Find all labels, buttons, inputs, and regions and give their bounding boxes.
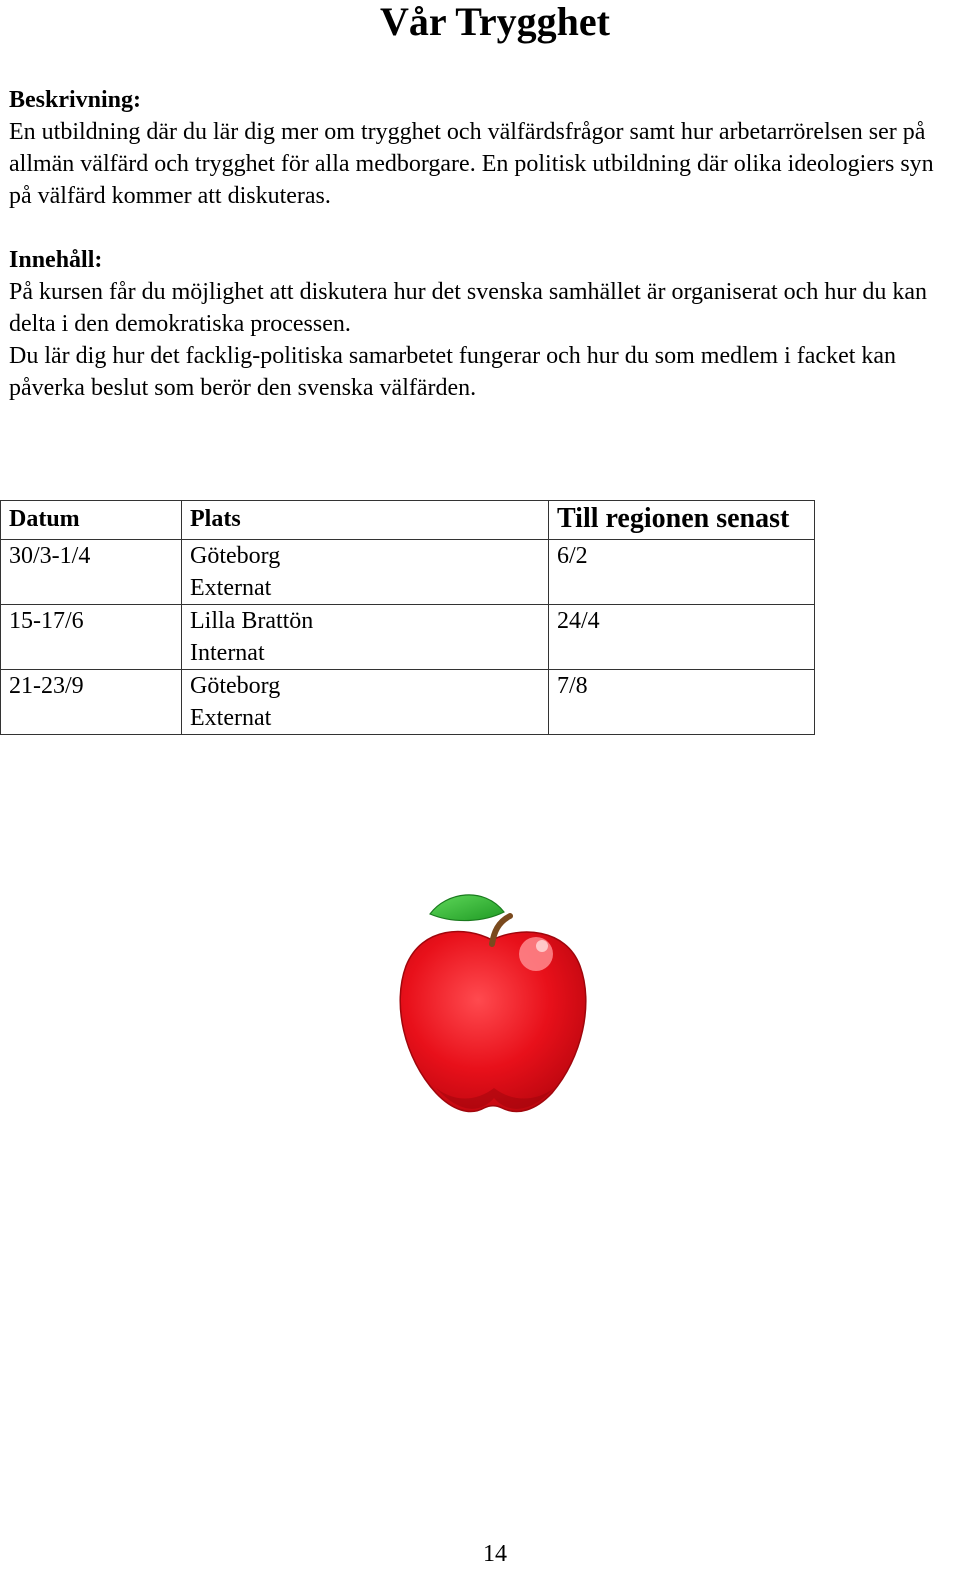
cell-plats bbox=[182, 605, 549, 670]
plats-name: Lilla Brattön bbox=[190, 608, 314, 634]
apple-icon bbox=[396, 888, 592, 1118]
plats-name: Göteborg bbox=[190, 543, 281, 569]
beskrivning-text: En utbildning där du lär dig mer om trygghet och välfärdsfrågor samt hur arbetarrörelsen ser på allmän välfärd och trygghet för alla medborgare. En politisk utbildning där olika ideologiers syn på välfärd kommer att diskuteras. bbox=[9, 119, 934, 209]
table-row bbox=[1, 670, 815, 735]
innehall-section bbox=[9, 244, 954, 404]
apple-highlight-small bbox=[536, 940, 548, 952]
innehall-paragraph-2: Du lär dig hur det facklig-politiska samarbetet fungerar och hur du som medlem i facket kan påverka beslut som berör den svenska välfärden. bbox=[9, 343, 897, 401]
beskrivning-heading: Beskrivning: bbox=[9, 87, 142, 113]
plats-type: Internat bbox=[190, 640, 265, 666]
page-number: 14 bbox=[483, 1541, 507, 1567]
plats-type: Externat bbox=[190, 705, 272, 731]
innehall-heading: Innehåll: bbox=[9, 247, 103, 273]
schedule-header-row bbox=[1, 501, 815, 540]
header-till-regionen-senast: Till regionen senast bbox=[549, 501, 815, 540]
cell-plats bbox=[182, 540, 549, 605]
plats-type: Externat bbox=[190, 575, 272, 601]
cell-plats bbox=[182, 670, 549, 735]
header-plats: Plats bbox=[182, 501, 549, 540]
apple-leaf bbox=[430, 895, 504, 921]
cell-senast: 24/4 bbox=[549, 605, 815, 670]
schedule-table bbox=[0, 500, 815, 735]
cell-datum: 15-17/6 bbox=[1, 605, 182, 670]
page-title: Vår Trygghet bbox=[380, 0, 610, 44]
table-row bbox=[1, 540, 815, 605]
cell-senast: 6/2 bbox=[549, 540, 815, 605]
cell-datum: 30/3-1/4 bbox=[1, 540, 182, 605]
table-row bbox=[1, 605, 815, 670]
innehall-paragraph-1: På kursen får du möjlighet att diskutera hur det svenska samhället är organiserat och hur du kan delta i den demokratiska processen. bbox=[9, 279, 927, 337]
header-datum: Datum bbox=[1, 501, 182, 540]
cell-datum: 21-23/9 bbox=[1, 670, 182, 735]
plats-name: Göteborg bbox=[190, 673, 281, 699]
cell-senast: 7/8 bbox=[549, 670, 815, 735]
apple-body bbox=[400, 932, 586, 1112]
beskrivning-section bbox=[9, 84, 954, 212]
apple-highlight bbox=[519, 937, 553, 971]
